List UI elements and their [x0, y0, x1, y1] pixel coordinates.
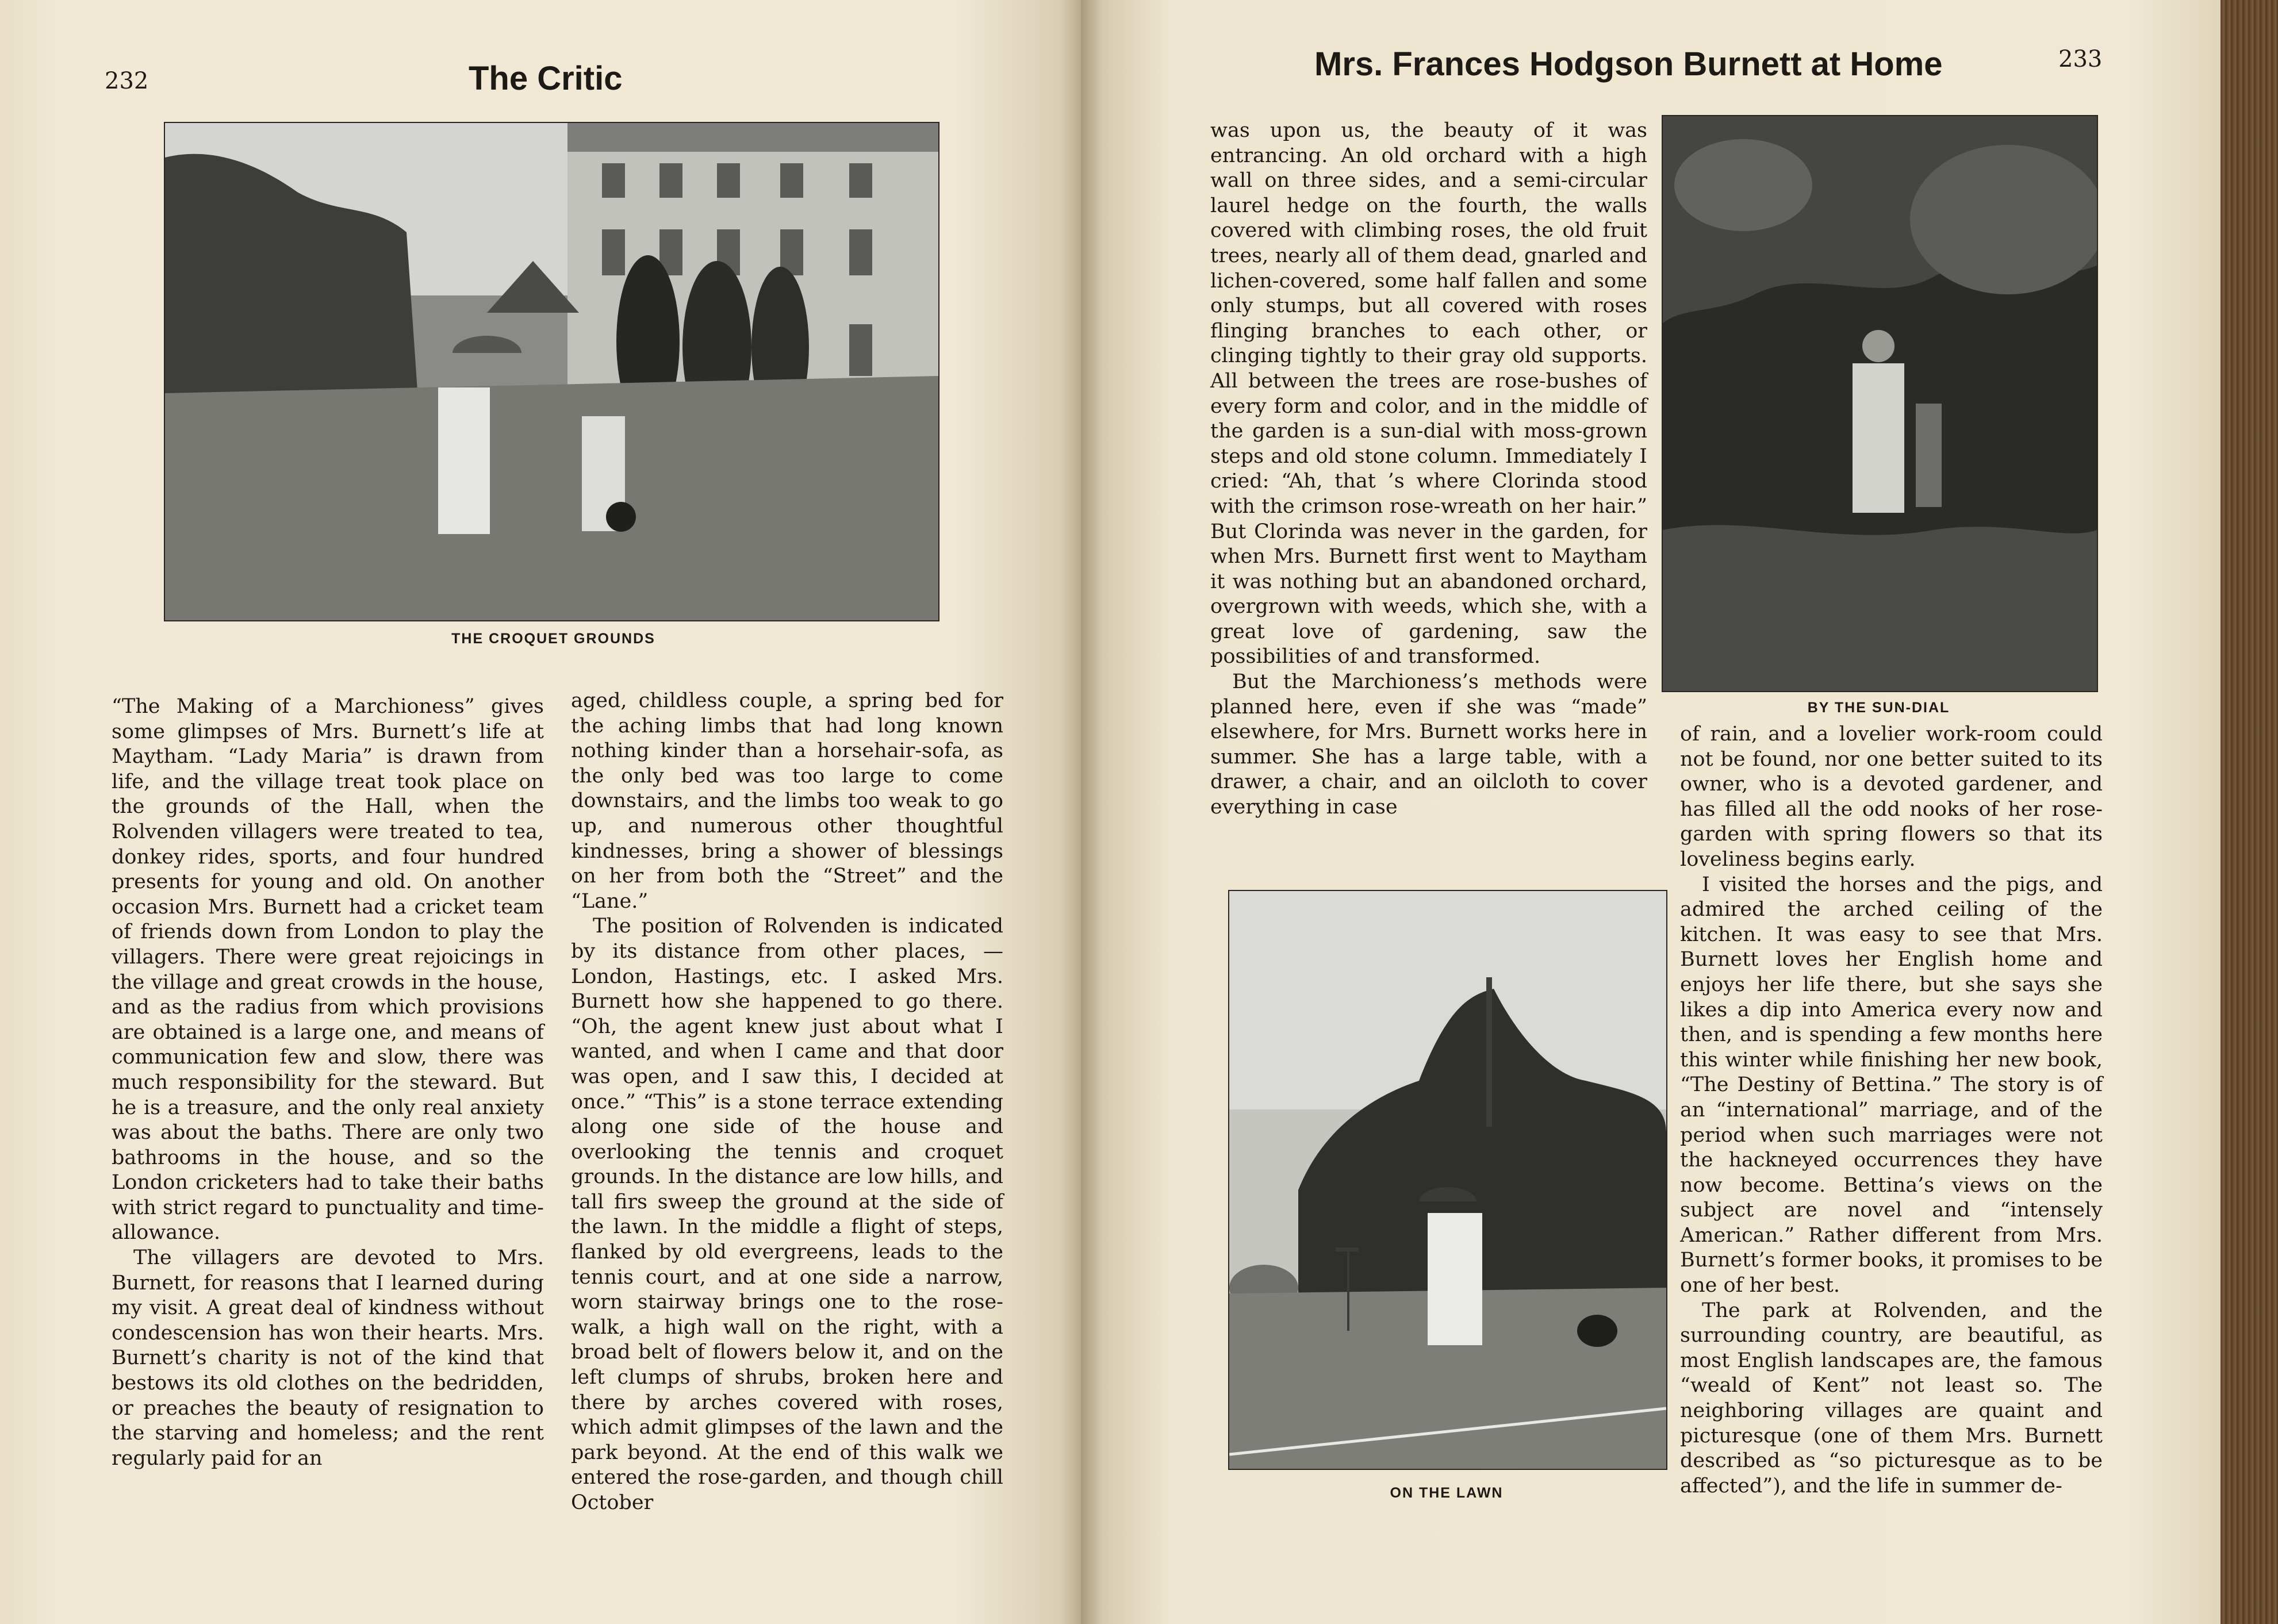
paragraph: of rain, and a lovelier work-room could not be found, nor one better suited to its owner, who is a devoted gardener, and has filled all the odd nooks of her rose-garden with spring flowers so that its loveliness begins early.	[1680, 723, 2103, 871]
photo-caption: BY THE SUN-DIAL	[1807, 700, 1950, 716]
page-number: 233	[2058, 46, 2103, 72]
paragraph: was upon us, the beauty of it was entrancing. An old orchard with a high wall on three sides, and a semi-circular laurel hedge on the fourth, the walls covered with climbing roses, the old fruit trees, nearly all of them dead, gnarled and lichen-covered, some half fallen and some only stumps, but all covered with roses flinging branches to each other, or clinging tightly to their gray old supports. All between the trees are rose-bushes of every form and color, and in the middle of the garden is a sun-dial with moss-grown steps and old stone column. Immediately I cried: “Ah, that ’s where Clorinda stood with the crimson rose-wreath on her hair.” But Clorinda was never in the garden, for when Mrs. Burnett first went to Maytham it was nothing but an abandoned orchard, overgrown with weeds, which she, with a great love of gardening, saw the possibilities of and transformed.	[1210, 119, 1647, 669]
paragraph: The position of Rolvenden is indicated by its distance from other places, — London, Hastings, etc. I asked Mrs. Burnett how she happened to go there. “Oh, the agent knew just about what I wanted, and when I came and that door was open, and I saw this, I decided at once.” “This” is a stone terrace extending along one side of the house and overlooking the tennis and croquet grounds. In the distance are low hills, and tall firs sweep the ground at the side of the lawn. In the middle a flight of steps, flanked by old evergreens, leads to the tennis court, and at one side a narrow, worn stairway brings one to the rose-walk, a high wall on the right, with a broad belt of flowers below it, and on the left clumps of shrubs, broken here and there by arches covered with roses, which admit glimpses of the lawn and the park beyond. At the end of this walk we entered the rose-garden, and though chill October	[571, 915, 1003, 1514]
right-column-1	[1210, 118, 1647, 820]
sundial-photo	[1662, 115, 2098, 692]
right-page	[1081, 0, 2221, 1624]
running-title: Mrs. Frances Hodgson Burnett at Home	[1314, 45, 1943, 83]
photo-caption: ON THE LAWN	[1390, 1485, 1504, 1501]
lawn-photo	[1228, 890, 1667, 1470]
paragraph: aged, childless couple, a spring bed for the aching limbs that had long known nothing kinder than a horsehair-sofa, as the only bed was too large to come downstairs, and the limbs too weak to go up, and numerous other thoughtful kindnesses, bring a shower of blessings on her from both the “Street” and the “Lane.”	[571, 689, 1003, 913]
paragraph: I visited the horses and the pigs, and admired the arched ceiling of the kitchen. It was easy to see that Mrs. Burnett loves her English home and enjoys her life there, but she says she likes a dip into America every now and then, and is spending a few months here this winter while finishing her new book, “The Destiny of Bettina.” The story is of an “international” marriage, and of the period when such marriages were not the hackneyed occurrences they have now become. Bettina’s views on the subject are novel and “intensely American.” Rather different from Mrs. Burnett’s former books, it promises to be one of her best.	[1680, 873, 2103, 1297]
paragraph: But the Marchioness’s methods were planned here, even if she was “made” elsewhere, for Mrs. Burnett works here in summer. She has a large table, with a drawer, a chair, and an oilcloth to cover everything in case	[1210, 670, 1647, 819]
running-title: The Critic	[469, 60, 623, 97]
right-column-2	[1680, 722, 2103, 1499]
left-column-1	[112, 694, 544, 1471]
photo-caption: THE CROQUET GROUNDS	[451, 631, 655, 647]
paragraph: The park at Rolvenden, and the surrounding country, are beautiful, as most English landscapes are, the famous “weald of Kent” not least so. The neighboring villages are quaint and picturesque (one of them Mrs. Burnett described as “so picturesque as to be affected”), and the life in summer de-	[1680, 1299, 2103, 1498]
page-edges	[2221, 0, 2278, 1624]
left-page	[0, 0, 1081, 1624]
left-column-2	[571, 689, 1003, 1516]
paragraph: “The Making of a Marchioness” gives some glimpses of Mrs. Burnett’s life at Maytham. “Lady Maria” is drawn from life, and the village treat took place on the grounds of the Hall, when the Rolvenden villagers were treated to tea, donkey rides, sports, and four hundred presents for young and old. On another occasion Mrs. Burnett had a cricket team of friends down from London to play the villagers. There were great rejoicings in the village and great crowds in the house, and as the radius from which provisions are obtained is a large one, and means of communication few and slow, there was much responsibility for the steward. But he is a treasure, and the only real anxiety was about the baths. There are only two bathrooms in the house, and so the London cricketers had to take their baths with strict regard to punctuality and time-allowance.	[112, 695, 544, 1245]
paragraph: The villagers are devoted to Mrs. Burnett, for reasons that I learned during my visit. A great deal of kindness without condescension has won their hearts. Mrs. Burnett’s charity is not of the kind that bestows its old clothes on the bedridden, or preaches the beauty of resignation to the starving and homeless; and the rent regularly paid for an	[112, 1246, 544, 1470]
croquet-grounds-photo	[164, 122, 939, 621]
page-number: 232	[105, 68, 149, 94]
